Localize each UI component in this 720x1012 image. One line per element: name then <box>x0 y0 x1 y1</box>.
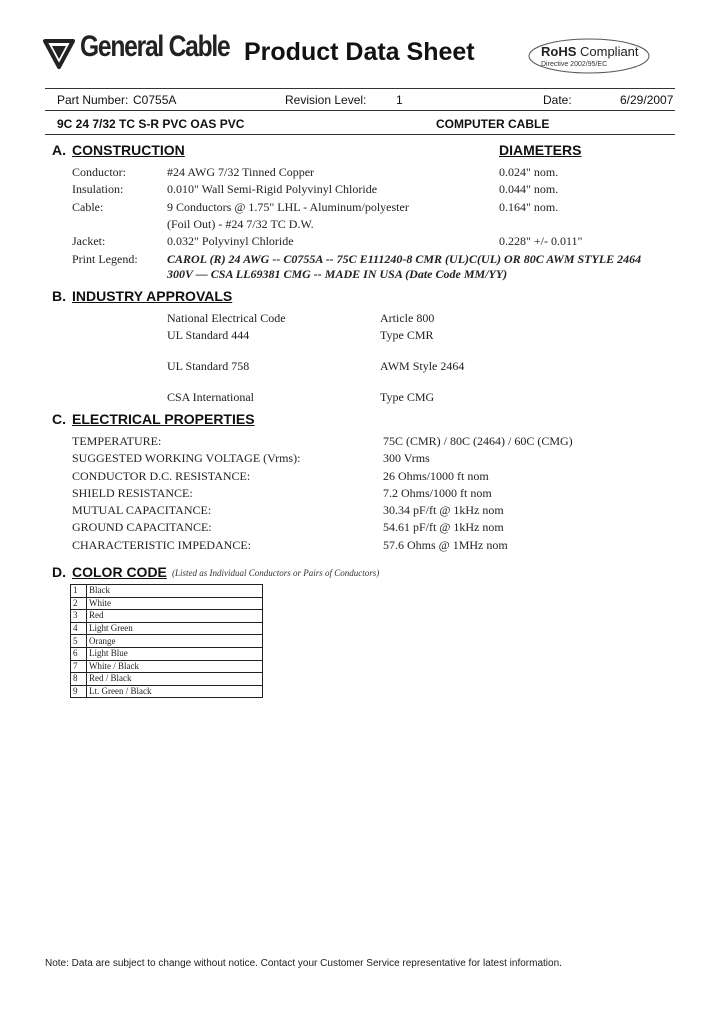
electrical-label: MUTUAL CAPACITANCE: <box>72 503 212 517</box>
construction-value: 9 Conductors @ 1.75" LHL - Aluminum/polyester <box>167 200 409 214</box>
table-row <box>71 660 263 673</box>
approval-agency: CSA International <box>167 390 254 404</box>
construction-label: Jacket: <box>72 234 106 248</box>
conductor-number: 3 <box>71 610 87 623</box>
rohs-badge-label: RoHS Compliant <box>541 44 639 59</box>
electrical-label: CONDUCTOR D.C. RESISTANCE: <box>72 469 251 483</box>
electrical-label: SUGGESTED WORKING VOLTAGE (Vrms): <box>72 451 301 465</box>
construction-label: Insulation: <box>72 182 124 196</box>
conductor-color: Light Green <box>87 622 263 635</box>
page-title: Product Data Sheet <box>244 38 475 66</box>
general-cable-logo-icon <box>42 36 76 70</box>
approval-agency: UL Standard 758 <box>167 359 250 373</box>
electrical-value: 300 Vrms <box>383 451 430 465</box>
construction-label: Cable: <box>72 200 104 214</box>
section-color-code-heading: D. COLOR CODE <box>52 564 167 580</box>
diameters-heading: DIAMETERS <box>499 142 582 158</box>
table-row <box>71 647 263 660</box>
table-row <box>71 685 263 698</box>
conductor-color: White / Black <box>87 660 263 673</box>
divider <box>45 134 675 135</box>
construction-value: #24 AWG 7/32 Tinned Copper <box>167 165 315 179</box>
table-row <box>71 622 263 635</box>
electrical-label: CHARACTERISTIC IMPEDANCE: <box>72 538 252 552</box>
divider <box>45 88 675 89</box>
print-legend-label: Print Legend: <box>72 252 138 266</box>
construction-value: (Foil Out) - #24 7/32 TC D.W. <box>167 217 314 231</box>
electrical-value: 30.34 pF/ft @ 1kHz nom <box>383 503 504 517</box>
conductor-color: Lt. Green / Black <box>87 685 263 698</box>
part-number-label: Part Number: <box>57 93 129 107</box>
conductor-color: Orange <box>87 635 263 648</box>
electrical-value: 54.61 pF/ft @ 1kHz nom <box>383 520 504 534</box>
conductor-number: 8 <box>71 673 87 686</box>
date-label: Date: <box>543 93 572 107</box>
section-electrical-heading: C. ELECTRICAL PROPERTIES <box>52 411 255 427</box>
approval-rating: Type CMR <box>380 328 434 342</box>
approval-rating: Article 800 <box>380 311 435 325</box>
electrical-value: 26 Ohms/1000 ft nom <box>383 469 489 483</box>
conductor-number: 9 <box>71 685 87 698</box>
construction-diameter: 0.164" nom. <box>499 200 559 214</box>
approval-rating: Type CMG <box>380 390 435 404</box>
footer-note: Note: Data are subject to change without notice. Contact your Customer Service representative for latest information. <box>45 958 562 969</box>
electrical-label: TEMPERATURE: <box>72 434 162 448</box>
conductor-number: 1 <box>71 585 87 598</box>
table-row <box>71 635 263 648</box>
table-row <box>71 597 263 610</box>
rohs-directive: Directive 2002/95/EC <box>541 61 608 68</box>
approval-rating: AWM Style 2464 <box>380 359 465 373</box>
divider <box>45 110 675 111</box>
table-row <box>71 610 263 623</box>
revision-label: Revision Level: <box>285 93 367 107</box>
conductor-number: 5 <box>71 635 87 648</box>
conductor-number: 7 <box>71 660 87 673</box>
section-construction-heading: A. CONSTRUCTION <box>52 142 185 158</box>
construction-value: 0.010" Wall Semi-Rigid Polyvinyl Chloride <box>167 182 378 196</box>
construction-value: 0.032" Polyvinyl Chloride <box>167 234 294 248</box>
section-approvals-heading: B. INDUSTRY APPROVALS <box>52 288 233 304</box>
electrical-label: GROUND CAPACITANCE: <box>72 520 212 534</box>
conductor-color: Red / Black <box>87 673 263 686</box>
conductor-number: 6 <box>71 647 87 660</box>
conductor-number: 2 <box>71 597 87 610</box>
electrical-value: 75C (CMR) / 80C (2464) / 60C (CMG) <box>383 434 573 448</box>
product-category: COMPUTER CABLE <box>436 117 550 131</box>
approval-agency: National Electrical Code <box>167 311 286 325</box>
company-logo-text: General Cable <box>80 30 230 63</box>
construction-label: Conductor: <box>72 165 126 179</box>
color-code-table <box>70 584 263 698</box>
part-number-value: C0755A <box>133 93 177 107</box>
revision-value: 1 <box>396 93 403 107</box>
approval-agency: UL Standard 444 <box>167 328 250 342</box>
electrical-value: 7.2 Ohms/1000 ft nom <box>383 486 492 500</box>
conductor-color: Light Blue <box>87 647 263 660</box>
product-name: 9C 24 7/32 TC S-R PVC OAS PVC <box>57 117 245 131</box>
construction-diameter: 0.044" nom. <box>499 182 559 196</box>
electrical-label: SHIELD RESISTANCE: <box>72 486 193 500</box>
electrical-value: 57.6 Ohms @ 1MHz nom <box>383 538 508 552</box>
construction-diameter: 0.024" nom. <box>499 165 559 179</box>
table-row <box>71 673 263 686</box>
conductor-color: White <box>87 597 263 610</box>
construction-diameter: 0.228" +/- 0.011" <box>499 234 583 248</box>
color-code-note: (Listed as Individual Conductors or Pairs of Conductors) <box>172 568 380 578</box>
date-value: 6/29/2007 <box>620 93 674 107</box>
table-row <box>71 585 263 598</box>
conductor-number: 4 <box>71 622 87 635</box>
conductor-color: Black <box>87 585 263 598</box>
conductor-color: Red <box>87 610 263 623</box>
print-legend-line: CAROL (R) 24 AWG -- C0755A -- 75C E111240-8 CMR (UL)C(UL) OR 80C AWM STYLE 2464 <box>167 252 642 266</box>
print-legend-line: 300V — CSA LL69381 CMG -- MADE IN USA (Date Code MM/YY) <box>167 267 508 281</box>
